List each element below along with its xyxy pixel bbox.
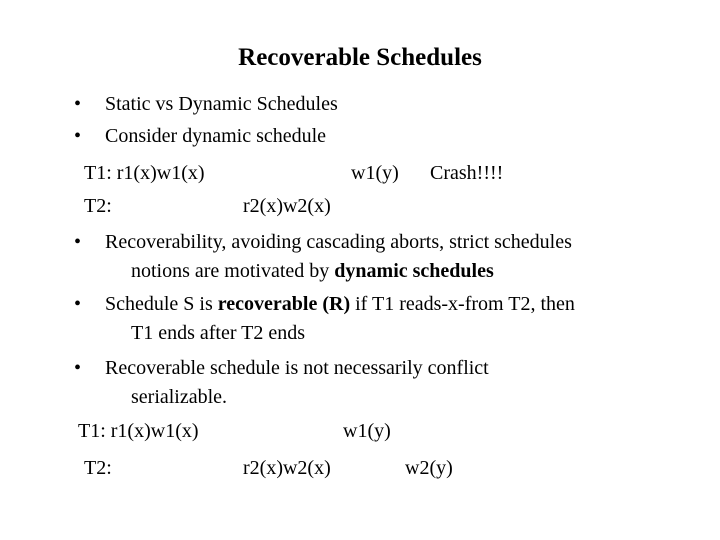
schedule-2-t2-label: T2: [84,457,112,479]
bullet-marker: • [74,125,82,147]
bullet-marker: • [74,231,82,253]
bullet-schedule-s-text-a: Schedule S is [105,293,218,315]
schedule-1-t1-label: T1: r1(x)w1(x) [84,162,205,184]
bullet-marker: • [74,93,82,115]
bullet-not-serializable-line1: Recoverable schedule is not necessarily conflict [105,357,489,379]
schedule-1-t2-ops: r2(x)w2(x) [243,195,331,217]
bullet-recoverability-text: notions are motivated by [131,260,335,282]
schedule-2-t2-ops: r2(x)w2(x) [243,457,331,479]
bullet-marker: • [74,357,82,379]
schedule-1-t1-w1y: w1(y) [351,162,399,184]
bullet-marker: • [74,293,82,315]
bullet-recoverability-line1: Recoverability, avoiding cascading aborts, strict schedules [105,231,572,253]
schedule-1-t1-crash: Crash!!!! [430,162,504,184]
schedule-2-t2-w2y: w2(y) [405,457,453,479]
bullet-consider-dynamic: Consider dynamic schedule [105,125,327,147]
bullet-schedule-s-text-c: if T1 reads-x-from T2, then [350,293,575,315]
bullet-schedule-s-emphasis: recoverable (R) [217,293,351,315]
bullet-static-vs-dynamic: Static vs Dynamic Schedules [105,93,338,115]
bullet-recoverability-emphasis: dynamic schedules [334,260,494,282]
slide-title: Recoverable Schedules [238,44,482,71]
bullet-recoverability-line2 [131,255,494,287]
schedule-2-t1-label: T1: r1(x)w1(x) [78,420,199,442]
bullet-not-serializable-line2: serializable. [131,386,228,408]
bullet-schedule-s-line1 [105,288,575,320]
schedule-2-t1-w1y: w1(y) [343,420,391,442]
bullet-schedule-s-line2: T1 ends after T2 ends [131,322,306,344]
schedule-1-t2-label: T2: [84,195,112,217]
